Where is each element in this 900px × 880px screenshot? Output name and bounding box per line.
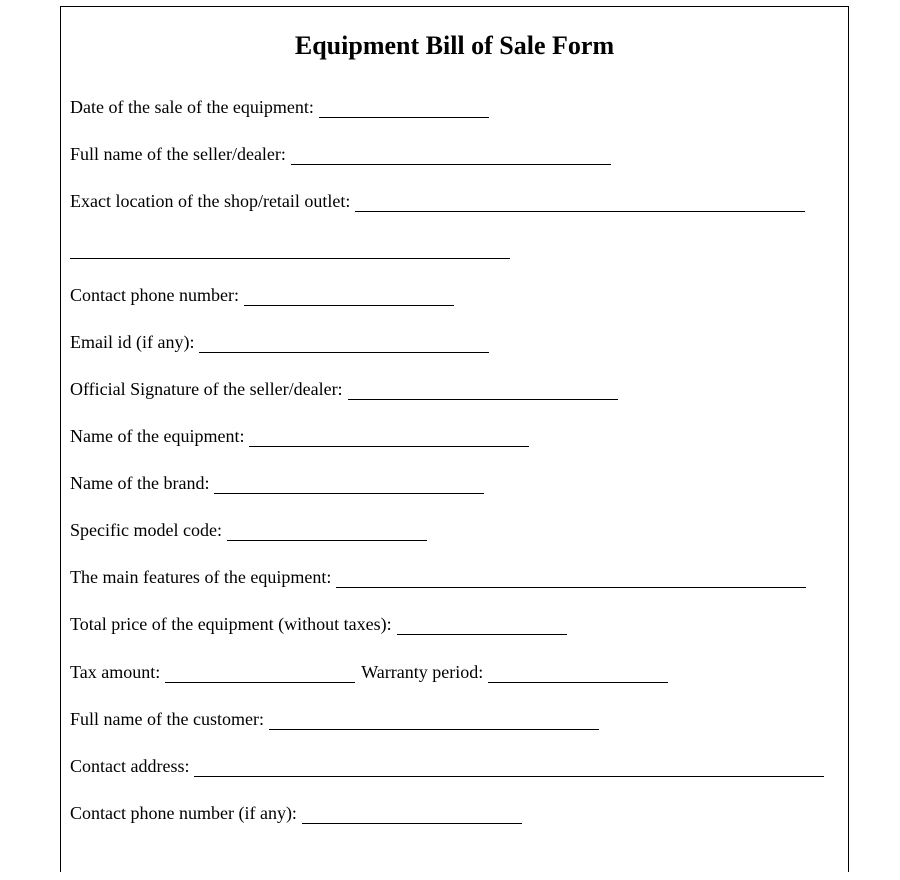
main-features-blank[interactable] (336, 566, 806, 588)
customer-phone-row (70, 802, 522, 826)
total-price-blank[interactable] (397, 613, 567, 635)
email-blank[interactable] (199, 331, 489, 353)
shop-location-label: Exact location of the shop/retail outlet: (70, 191, 351, 211)
sale-date-row (70, 96, 489, 120)
equipment-name-label: Name of the equipment: (70, 426, 245, 446)
seller-signature-row (70, 378, 618, 402)
contact-address-label: Contact address: (70, 756, 190, 776)
warranty-period-label: Warranty period: (361, 662, 484, 682)
shop-location-row (70, 190, 805, 214)
brand-name-row (70, 472, 484, 496)
contact-address-blank[interactable] (194, 755, 824, 777)
seller-phone-label: Contact phone number: (70, 285, 239, 305)
brand-name-blank[interactable] (214, 472, 484, 494)
main-features-row (70, 566, 806, 590)
equipment-name-row (70, 425, 529, 449)
customer-name-row (70, 708, 599, 732)
customer-name-label: Full name of the customer: (70, 709, 264, 729)
tax-warranty-row (70, 661, 668, 685)
contact-address-row (70, 755, 824, 779)
tax-amount-blank[interactable] (165, 661, 355, 683)
email-label: Email id (if any): (70, 332, 195, 352)
shop-location-continuation-blank[interactable] (70, 237, 510, 259)
seller-name-label: Full name of the seller/dealer: (70, 144, 286, 164)
seller-phone-blank[interactable] (244, 284, 454, 306)
model-code-label: Specific model code: (70, 520, 222, 540)
sale-date-blank[interactable] (319, 96, 489, 118)
customer-phone-label: Contact phone number (if any): (70, 803, 297, 823)
customer-name-blank[interactable] (269, 708, 599, 730)
total-price-row (70, 613, 567, 637)
model-code-row (70, 519, 427, 543)
warranty-period-blank[interactable] (488, 661, 668, 683)
total-price-label: Total price of the equipment (without taxes): (70, 614, 392, 634)
seller-signature-blank[interactable] (348, 378, 618, 400)
sale-date-label: Date of the sale of the equipment: (70, 97, 314, 117)
seller-name-blank[interactable] (291, 143, 611, 165)
customer-phone-blank[interactable] (302, 802, 522, 824)
seller-name-row (70, 143, 611, 167)
brand-name-label: Name of the brand: (70, 473, 210, 493)
equipment-name-blank[interactable] (249, 425, 529, 447)
seller-signature-label: Official Signature of the seller/dealer: (70, 379, 343, 399)
email-row (70, 331, 489, 355)
shop-location-continuation-row (70, 237, 510, 261)
form-title: Equipment Bill of Sale Form (294, 31, 615, 60)
main-features-label: The main features of the equipment: (70, 567, 332, 587)
seller-phone-row (70, 284, 454, 308)
shop-location-blank[interactable] (355, 190, 805, 212)
model-code-blank[interactable] (227, 519, 427, 541)
tax-amount-label: Tax amount: (70, 662, 161, 682)
bill-of-sale-form (60, 6, 849, 872)
